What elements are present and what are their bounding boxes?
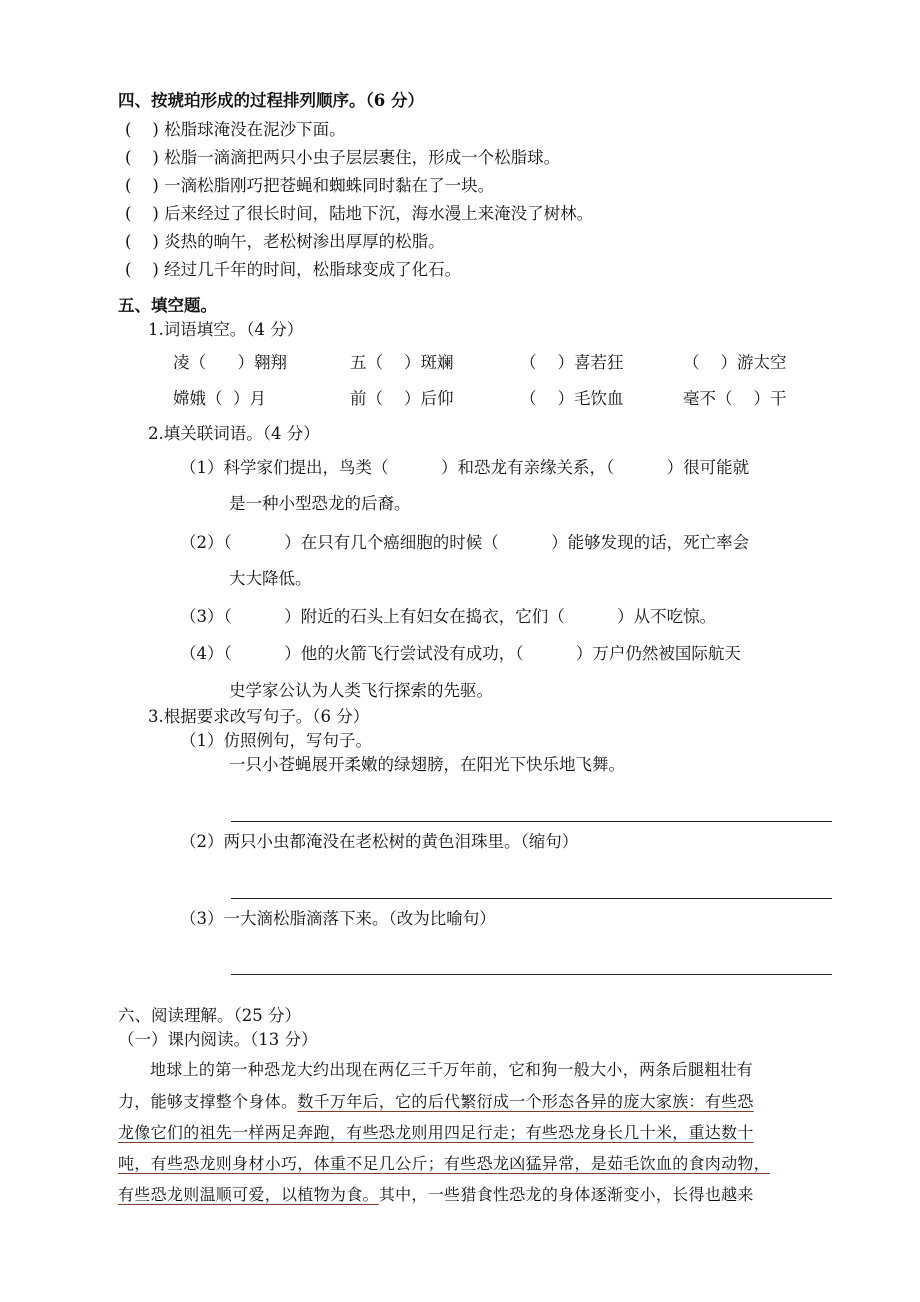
word-fill-6: 前（ ）后仰 <box>350 389 454 408</box>
answer-line-3[interactable] <box>231 974 832 975</box>
word-fill-7: （ ）毛饮血 <box>520 389 624 408</box>
conj-4-line1: （4）（ ）他的火箭飞行尝试没有成功，（ ）万户仍然被国际航天 <box>180 644 741 663</box>
conj-4-line2: 史学家公认为人类飞行探索的先驱。 <box>229 681 493 700</box>
q3-part1: （1）仿照例句，写句子。 <box>180 731 372 750</box>
order-item-5: ( ) 炎热的晌午，老松树渗出厚厚的松脂。 <box>125 232 445 251</box>
passage-line-5 <box>118 1185 754 1205</box>
passage-line-4: 吨，有些恐龙则身材小巧，体重不足几公斤；有些恐龙凶猛异常，是茹毛饮血的食肉动物， <box>118 1154 771 1173</box>
word-fill-4: （ ）游太空 <box>683 353 787 372</box>
section4-heading: 四、按琥珀形成的过程排列顺序。（6 分） <box>118 91 424 110</box>
passage-line-1: 地球上的第一种恐龙大约出现在两亿三千万年前，它和狗一般大小，两条后腿粗壮有 <box>150 1060 754 1079</box>
answer-line-1[interactable] <box>231 821 832 822</box>
q2-title: 2.填关联词语。（4 分） <box>148 424 320 443</box>
q1-title: 1.词语填空。（4 分） <box>148 320 304 339</box>
answer-line-2[interactable] <box>231 898 832 899</box>
word-fill-1: 凌（ ）翱翔 <box>173 353 287 372</box>
order-item-4: ( ) 后来经过了很长时间，陆地下沉，海水漫上来淹没了树林。 <box>125 204 594 223</box>
passage-line-2 <box>118 1092 754 1112</box>
conj-1-line2: 是一种小型恐龙的后裔。 <box>229 494 411 513</box>
conj-3-line1: （3）（ ）附近的石头上有妇女在捣衣，它们（ ）从不吃惊。 <box>180 607 717 626</box>
order-item-6: ( ) 经过几千年的时间，松脂球变成了化石。 <box>125 260 462 279</box>
word-fill-2: 五（ ）斑斓 <box>350 353 454 372</box>
q3-example: 一只小苍蝇展开柔嫩的绿翅膀，在阳光下快乐地飞舞。 <box>229 755 625 774</box>
passage-line-5-plain: 其中，一些猎食性恐龙的身体逐渐变小，长得也越来 <box>378 1185 754 1204</box>
passage-line-2-underlined: 数千万年后，它的后代繁衍成一个形态各异的庞大家族：有些恐 <box>297 1092 754 1111</box>
q3-part3: （3）一大滴松脂滴落下来。（改为比喻句） <box>180 909 496 928</box>
q3-title: 3.根据要求改写句子。（6 分） <box>148 707 370 726</box>
passage-line-5-underlined: 有些恐龙则温顺可爱，以植物为食。 <box>118 1185 379 1204</box>
passage-line-3: 龙像它们的祖先一样两足奔跑，有些恐龙则用四足行走；有些恐龙身长几十米，重达数十 <box>118 1123 754 1142</box>
section6-subheading: （一）课内阅读。（13 分） <box>118 1030 318 1049</box>
conj-2-line1: （2）（ ）在只有几个癌细胞的时候（ ）能够发现的话，死亡率会 <box>180 533 750 552</box>
order-item-2: ( ) 松脂一滴滴把两只小虫子层层裹住，形成一个松脂球。 <box>125 148 561 167</box>
word-fill-8: 毫不（ ）干 <box>683 389 787 408</box>
conj-2-line2: 大大降低。 <box>229 569 312 588</box>
order-item-1: ( ) 松脂球淹没在泥沙下面。 <box>125 120 346 139</box>
conj-1-line1: （1）科学家们提出，鸟类（ ）和恐龙有亲缘关系，（ ）很可能就 <box>180 458 750 477</box>
word-fill-3: （ ）喜若狂 <box>520 353 624 372</box>
section5-heading: 五、填空题。 <box>118 296 217 315</box>
passage-line-2-plain: 力，能够支撑整个身体。 <box>118 1092 298 1111</box>
word-fill-5: 嫦娥（ ）月 <box>173 389 266 408</box>
order-item-3: ( ) 一滴松脂刚巧把苍蝇和蜘蛛同时黏在了一块。 <box>125 176 495 195</box>
section6-heading: 六、阅读理解。（25 分） <box>118 1006 301 1025</box>
q3-part2: （2）两只小虫都淹没在老松树的黄色泪珠里。（缩句） <box>180 832 579 851</box>
